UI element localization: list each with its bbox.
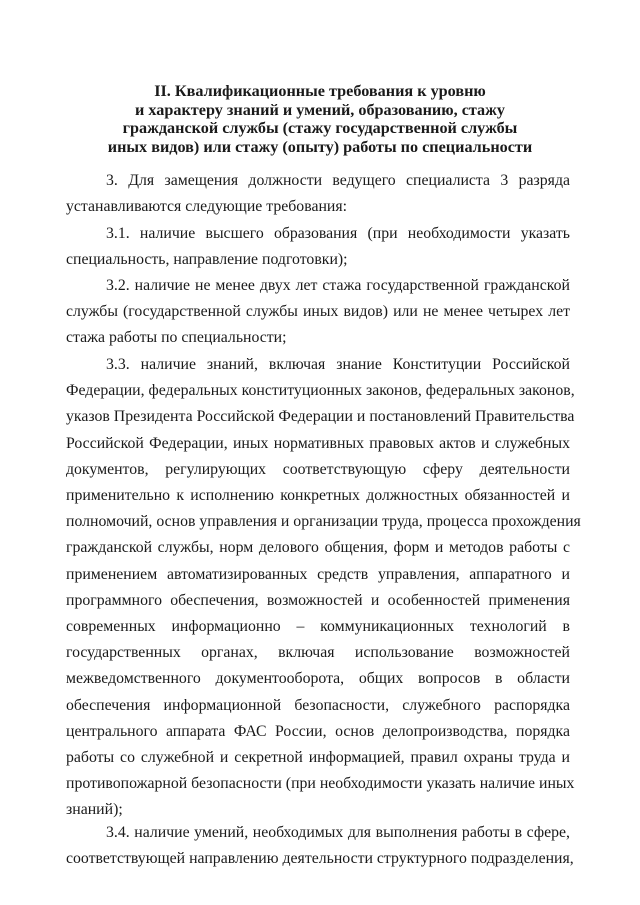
paragraph-3	[66, 168, 570, 220]
section-heading	[60, 82, 580, 156]
text-line: применением автоматизированных средств управления, аппаратного и	[66, 565, 570, 583]
text-line: применительно к исполнению конкретных должностных обязанностей и	[66, 487, 570, 505]
text-line: программного обеспечения, возможностей и особенностей применения	[66, 591, 570, 609]
heading-line: II. Квалификационные требования к уровню	[154, 82, 486, 100]
text-line: 3.1. наличие высшего образования (при необходимости указать	[106, 225, 570, 242]
heading-line: гражданской службы (стажу государственной службы	[122, 119, 518, 137]
heading-line: и характеру знаний и умений, образованию, стажу	[135, 100, 505, 119]
text-line: гражданской службы, норм делового общения, форм и методов работы с	[66, 539, 570, 557]
text-line: центрального аппарата ФАС России, основ делопроизводства, порядка	[66, 722, 570, 740]
text-line: устанавливаются следующие требования:	[66, 198, 348, 216]
text-line: 3.4. наличие умений, необходимых для выполнения работы в сфере,	[106, 824, 570, 841]
text-line: полномочий, основ управления и организации труда, процесса прохождения	[66, 513, 581, 531]
paragraph-3-4	[66, 820, 574, 872]
paragraph-3-2	[66, 273, 570, 352]
text-line: 3.2. наличие не менее двух лет стажа государственной гражданской	[106, 277, 570, 294]
text-line: обеспечения информационной безопасности, служебного распорядка	[66, 696, 570, 714]
paragraph-3-1	[66, 221, 570, 273]
text-line: стажа работы по специальности;	[66, 329, 287, 347]
text-line: межведомственного документооборота, общих вопросов в области	[66, 670, 570, 688]
text-line: службы (государственной службы иных видов) или не менее четырех лет	[66, 303, 570, 321]
text-line: специальность, направление подготовки);	[66, 251, 348, 269]
text-line: 3. Для замещения должности ведущего специалиста 3 разряда	[106, 172, 570, 189]
text-line: работы со служебной и секретной информацией, правил охраны труда и	[66, 749, 570, 767]
text-line: государственных органах, включая использование возможностей	[66, 644, 570, 662]
text-line: противопожарной безопасности (при необходимости указать наличие иных	[66, 775, 575, 793]
text-line: Федерации, федеральных конституционных законов, федеральных законов,	[66, 382, 575, 400]
paragraph-3-3	[66, 352, 581, 824]
text-line: Российской Федерации, иных нормативных правовых актов и служебных	[66, 434, 570, 452]
text-line: указов Президента Российской Федерации и постановлений Правительства	[66, 408, 575, 426]
text-line: знаний);	[66, 801, 123, 819]
text-line: 3.3. наличие знаний, включая знание Конституции Российской	[106, 356, 570, 373]
text-line: соответствующей направлению деятельности структурного подразделения,	[66, 850, 574, 868]
text-line: современных информационно – коммуникационных технологий в	[66, 618, 570, 636]
text-line: документов, регулирующих соответствующую сферу деятельности	[66, 460, 570, 478]
heading-line: иных видов) или стажу (опыту) работы по специальности	[107, 137, 533, 156]
